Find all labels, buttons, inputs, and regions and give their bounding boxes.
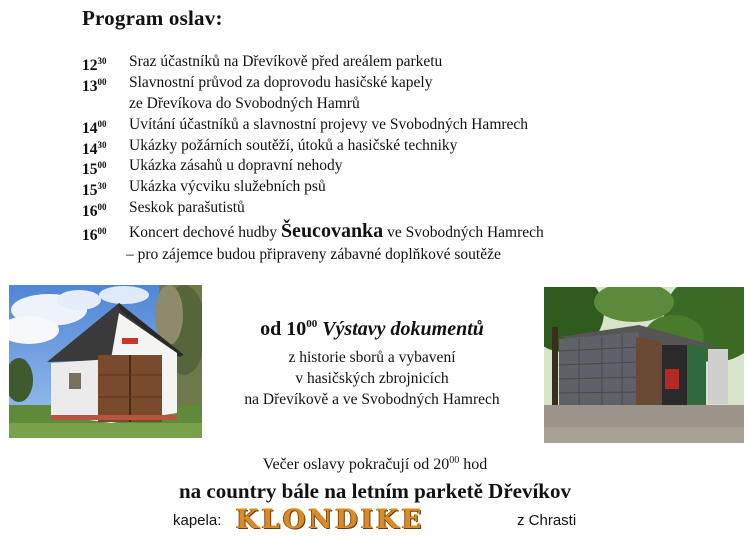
program-time: $16^{00}$ bbox=[82, 202, 107, 220]
program-time: $15^{30}$ bbox=[82, 181, 107, 199]
program-time: $15^{00}$ bbox=[82, 160, 107, 178]
fire-station-photo-left bbox=[9, 285, 202, 438]
program-item bbox=[82, 177, 326, 200]
program-title: Program oslav: bbox=[82, 6, 223, 30]
evening-venue: na country bále na letním parketě Dřevíkov bbox=[179, 479, 571, 503]
program-text: Ukázka zásahů u dopravní nehody bbox=[129, 157, 343, 174]
band-label: kapela: bbox=[173, 512, 222, 529]
program-text: Seskok parašutistů bbox=[129, 199, 245, 216]
exhibition-line: v hasičských zbrojnicích bbox=[295, 370, 449, 387]
program-item bbox=[82, 52, 442, 75]
fire-station-photo-right bbox=[544, 287, 744, 443]
program-item bbox=[82, 222, 544, 245]
program-text-continued: – pro zájemce budou připraveny zábavné doplňkové soutěže bbox=[126, 246, 501, 263]
program-time: $13^{00}$ bbox=[82, 77, 107, 95]
exhibition-line: z historie sborů a vybavení bbox=[288, 349, 456, 366]
exhibition-line: na Dřevíkově a ve Svobodných Hamrech bbox=[244, 391, 500, 408]
program-item bbox=[82, 156, 342, 179]
program-text: Ukázky požárních soutěží, útoků a hasičské techniky bbox=[129, 137, 458, 154]
program-item bbox=[82, 198, 245, 221]
program-text: Koncert dechové hudby Šeucovanka ve Svobodných Hamrech bbox=[129, 220, 544, 242]
band-name-logo: KLONDIKE bbox=[236, 505, 425, 535]
program-time: $16^{00}$ bbox=[82, 226, 107, 244]
program-time: $12^{30}$ bbox=[82, 56, 107, 74]
program-text: Slavnostní průvod za doprovodu hasičské kapely bbox=[129, 74, 433, 91]
program-text: Uvítání účastníků a slavnostní projevy ve Svobodných Hamrech bbox=[129, 116, 529, 133]
evening-line: Večer oslavy pokračují od $20^{00}$ hod bbox=[262, 455, 488, 473]
exhibition-heading: od $10^{00}$ Výstavy dokumentů bbox=[260, 318, 484, 340]
program-time: $14^{00}$ bbox=[82, 119, 107, 137]
band-origin: z Chrasti bbox=[517, 512, 577, 529]
program-time: $14^{30}$ bbox=[82, 140, 107, 158]
program-text-continued: ze Dřevíkova do Svobodných Hamrů bbox=[129, 95, 360, 112]
band-highlight: Šeucovanka bbox=[280, 220, 384, 242]
program-text: Sraz účastníků na Dřevíkově před areálem parketu bbox=[129, 53, 443, 70]
program-text: Ukázka výcviku služebních psů bbox=[129, 178, 326, 195]
program-item bbox=[82, 73, 432, 96]
program-item bbox=[82, 115, 528, 138]
